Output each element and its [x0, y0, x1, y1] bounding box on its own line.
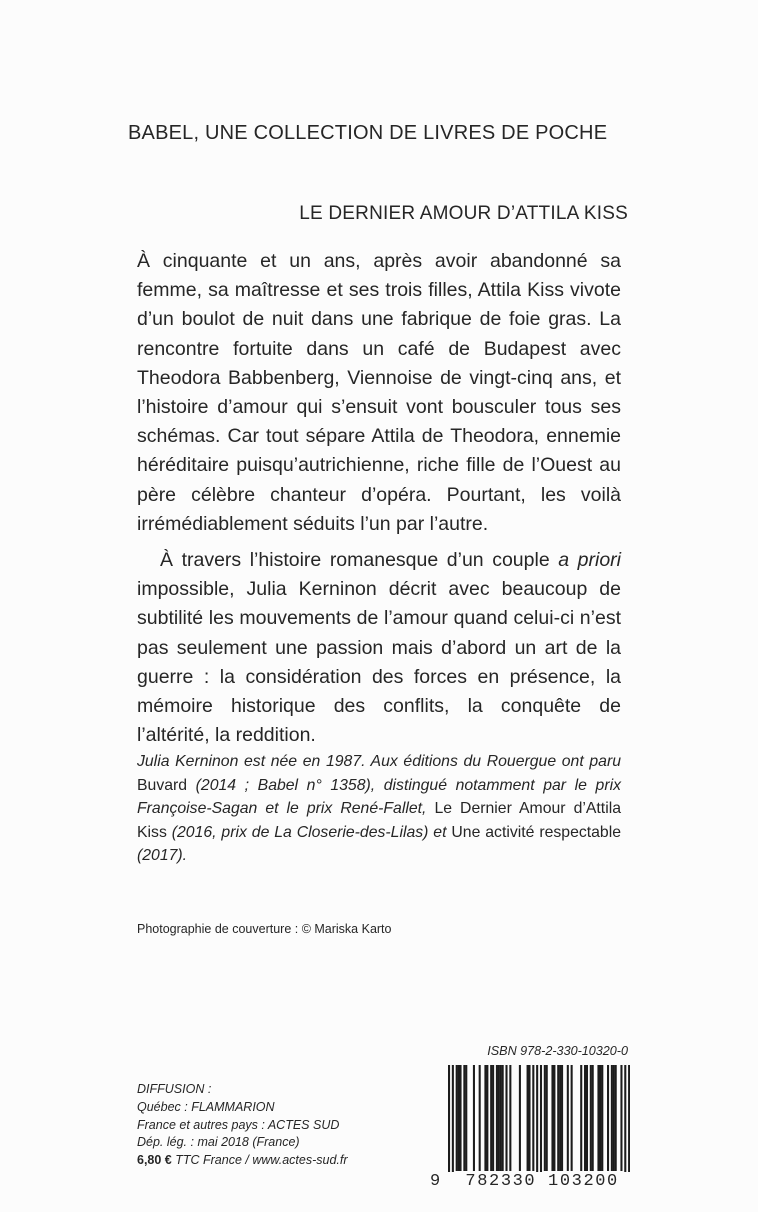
- barcode-bar: [519, 1065, 521, 1171]
- barcode-bar: [628, 1065, 630, 1189]
- barcode-bar: [486, 1065, 488, 1171]
- bio-book-title: Une activité respectable: [451, 823, 622, 841]
- barcode-bar: [456, 1065, 458, 1171]
- legal-deposit: Dép. lég. : mai 2018 (France): [137, 1135, 300, 1150]
- barcode-bar: [584, 1065, 586, 1171]
- isbn: ISBN 978-2-330-10320-0: [487, 1044, 628, 1058]
- book-title: LE DERNIER AMOUR D’ATTILA KISS: [299, 203, 628, 224]
- barcode-bar: [463, 1065, 465, 1171]
- bio-text: Julia Kerninon est née en 1987. Aux éditions du Rouergue ont paru: [137, 753, 621, 770]
- barcode-bar: [571, 1065, 573, 1171]
- price: 6,80 €: [137, 1153, 172, 1168]
- barcode-bar: [540, 1065, 542, 1189]
- collection-header: BABEL, UNE COLLECTION DE LIVRES DE POCHE: [128, 122, 608, 144]
- barcode-bar: [586, 1065, 588, 1171]
- bio-text: (2017).: [137, 847, 188, 865]
- barcode-bar: [448, 1065, 450, 1189]
- price-suffix: TTC France / www.actes-sud.fr: [171, 1153, 348, 1168]
- barcode-bar: [613, 1065, 615, 1171]
- barcode-bar: [502, 1065, 504, 1171]
- barcode-bar: [492, 1065, 494, 1171]
- barcode-bar: [551, 1065, 553, 1171]
- barcode-bar: [559, 1065, 561, 1171]
- barcode-bar: [536, 1065, 538, 1189]
- barcode-bar: [479, 1065, 481, 1171]
- barcode-bar: [473, 1065, 475, 1171]
- author-bio: [137, 750, 621, 868]
- barcode-bar: [465, 1065, 467, 1171]
- barcode-digits-right: 103200: [548, 1172, 619, 1191]
- barcode-bar: [496, 1065, 498, 1171]
- barcode-bar: [459, 1065, 461, 1171]
- synopsis-text: impossible, Julia Kerninon décrit avec beaucoup de subtilité les mouvements de l’amour quand celui-ci n’est pas seulement une passion mais d’abord un art de la guerre : la considération des forces en présence, la mémoire historique des conflits, la conquête de l’altérité, la reddition.: [137, 578, 621, 747]
- barcode-bar: [500, 1065, 502, 1171]
- barcode-icon: [430, 1065, 630, 1189]
- synopsis-paragraph-1: À cinquante et un ans, après avoir abandonné sa femme, sa maîtresse et ses trois filles, Attila Kiss vivote d’un boulot de nuit dans une fabrique de foie gras. La rencontre fortuite dans un café de Budapest avec Theodora Babbenberg, Viennoise de vingt-cinq ans, et l’histoire d’amour qui s’ensuit vont bousculer tous ses schémas. Car tout sépare Attila de Theodora, ennemie héréditaire puisqu’autrichienne, riche fille de l’Ouest au père célèbre chanteur d’opéra. Pourtant, les voilà irrémédiablement séduits l’un par l’autre.: [137, 250, 621, 535]
- synopsis-paragraph-2: [137, 546, 621, 750]
- barcode-bar: [590, 1065, 592, 1171]
- barcode-bar: [580, 1065, 582, 1171]
- bio-book-title: Buvard: [137, 776, 188, 794]
- distribution-block: [137, 1081, 348, 1170]
- barcode-bar: [561, 1065, 563, 1171]
- bio-book-title: Le Dernier Amour d’Attila Kiss: [137, 800, 621, 841]
- barcode-bar: [509, 1065, 511, 1171]
- barcode-bar: [528, 1065, 530, 1171]
- barcode-bar: [484, 1065, 486, 1171]
- price-line: [137, 1152, 348, 1170]
- barcode-bar: [567, 1065, 569, 1171]
- barcode-digit-first: 9: [430, 1172, 442, 1191]
- barcode-bar: [490, 1065, 492, 1171]
- barcode-bar: [557, 1065, 559, 1171]
- distribution-quebec: Québec : FLAMMARION: [137, 1099, 275, 1114]
- barcode-bar: [597, 1065, 599, 1171]
- barcode-digits: [430, 1172, 630, 1194]
- barcode-bar: [532, 1065, 534, 1171]
- barcode-bar: [505, 1065, 507, 1171]
- barcode-bar: [615, 1065, 617, 1171]
- barcode-bar: [592, 1065, 594, 1171]
- barcode-bar: [620, 1065, 622, 1171]
- distribution-heading: DIFFUSION :: [137, 1082, 212, 1096]
- barcode-bar: [527, 1065, 529, 1171]
- barcode-digits-left: 782330: [465, 1172, 537, 1191]
- barcode-bar: [624, 1065, 626, 1189]
- barcode-bar: [452, 1065, 454, 1189]
- barcode-bar: [601, 1065, 603, 1171]
- barcode-bar: [544, 1065, 546, 1171]
- barcode-bar: [599, 1065, 601, 1171]
- barcode-bar: [458, 1065, 460, 1171]
- photo-credit: Photographie de couverture : © Mariska Karto: [137, 922, 392, 936]
- barcode-bar: [553, 1065, 555, 1171]
- distribution-france: France et autres pays : ACTES SUD: [137, 1117, 340, 1132]
- barcode-bar: [611, 1065, 613, 1171]
- bio-text: (2014 ; Babel n° 1358), distingué notamment par le prix Françoise-Sagan et le prix René-Fallet,: [137, 776, 621, 818]
- synopsis: [137, 247, 621, 750]
- bio-text: (2016, prix de La Closerie-des-Lilas) et: [166, 823, 452, 841]
- synopsis-text: À travers l’histoire romanesque d’un couple: [160, 549, 559, 572]
- synopsis-emphasis: a priori: [558, 549, 621, 572]
- barcode-bar: [546, 1065, 548, 1171]
- barcode-bar: [607, 1065, 609, 1171]
- barcode-bar: [498, 1065, 500, 1171]
